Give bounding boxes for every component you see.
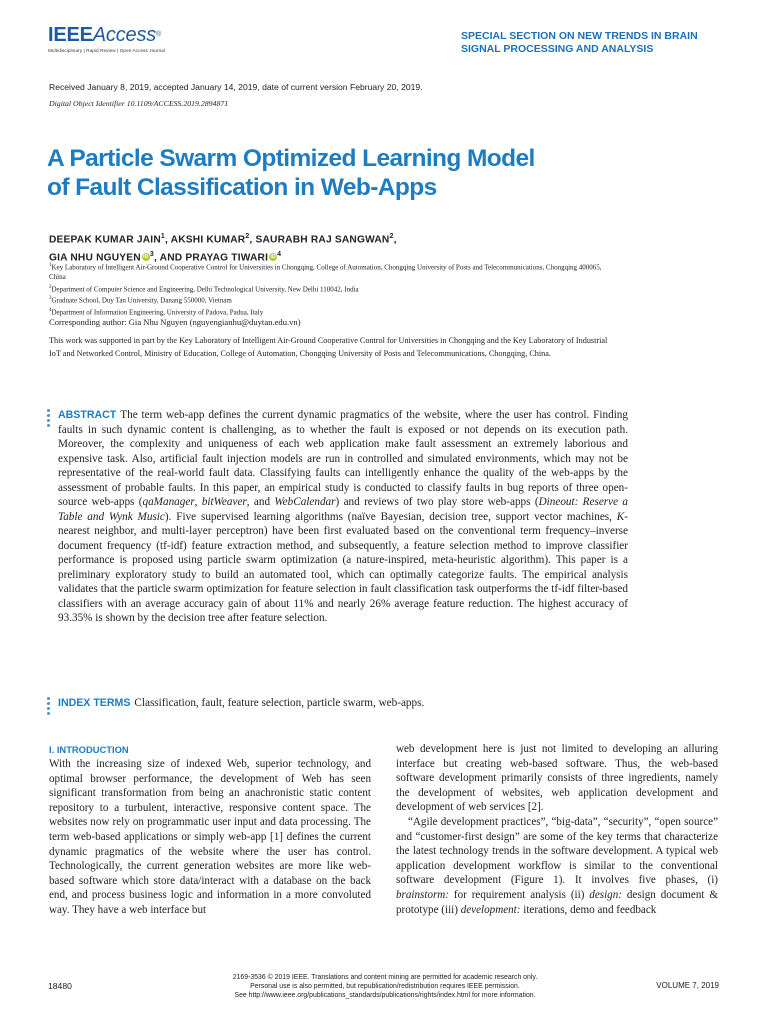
body-text: design document & prototype (iii) — [396, 888, 718, 916]
logo-tagline: Multidisciplinary | Rapid Review | Open Access Journal — [48, 48, 166, 53]
abstract-text: The term web-app defines the current dynamic pragmatics of the website, where the user has control. Finding faults in such dynamic content is challenging, as to whether the fault is exposed or not depends on its execution path. Moreover, the complexity and uniqueness of each web application make fault assessment an extremely laborious and expensive task. Also, artificial fault injection models are run in controlled and simulated environments, which may not be representative of the real-world fault data. Classifying faults can intelligently enhance the quality of the web-apps by the assessment of probable faults. In this paper, an empirical study is conducted to classify faults in bug reports of three open-source web-apps ( — [58, 409, 628, 508]
author-name: GIA NHU NGUYEN — [49, 252, 141, 264]
abstract — [58, 408, 628, 626]
body-paragraph — [396, 815, 718, 917]
doi: Digital Object Identifier 10.1109/ACCESS.2019.2894871 — [49, 99, 229, 108]
body-column-right — [396, 742, 718, 917]
author-affiliation-mark: 2 — [245, 233, 250, 240]
affiliation-item — [49, 261, 609, 283]
paper-title — [47, 144, 667, 202]
orcid-icon[interactable]: iD — [270, 253, 276, 260]
author-name: AKSHI KUMAR — [170, 234, 246, 246]
abstract-italic: Dineout: Reserve a Table and Wynk Music — [58, 496, 629, 523]
section-heading: I. INTRODUCTION — [49, 744, 129, 755]
author-separator: , — [249, 234, 256, 246]
author-name: SAURABH RAJ SANGWAN — [255, 234, 390, 246]
author-affiliation-mark: 3 — [149, 251, 154, 259]
author-affiliation-mark: 2 — [389, 233, 394, 240]
abstract-text: , and — [246, 496, 275, 508]
author-separator: , — [164, 234, 171, 246]
abstract-text: ) and reviews of two play store web-apps ( — [335, 496, 539, 508]
author-affiliation-mark: 1 — [160, 233, 165, 240]
page-number: 18480 — [48, 981, 72, 991]
abstract-heading: ABSTRACT — [58, 409, 117, 421]
title-line-2: of Fault Classification in Web-Apps — [47, 174, 437, 201]
received-dates: Received January 8, 2019, accepted January 14, 2019, date of current version February 20, 2019. — [49, 82, 423, 92]
index-terms — [58, 697, 628, 709]
abstract-italic: bitWeaver — [201, 496, 247, 508]
affiliation-text: Graduate School, Duy Tan University, Danang 550000, Vietnam — [51, 296, 232, 305]
abstract-text: -nearest neighbor, and multi-layer perceptron) have been first evaluated based on the conventional term frequency–inverse document frequency (tf-idf) feature extraction method, and subsequently, a feature selection method to improve classifier performance is proposed using particle swarm optimization (a nature-inspired, meta-heuristic algorithm). This paper is a preliminary exploratory study to build an automated tool, which can optimally categorize faults. The empirical analysis validates that the particle swarm optimization for feature selection in fault classification task outperforms the tf-idf filter-based classifiers with an average accuracy gain of about 11% and nearly 26% average feature reduction. The highest accuracy of 93.35% is shown by the decision tree after feature selection. — [58, 510, 628, 624]
affiliation-number: 2 — [49, 284, 52, 290]
author-name: DEEPAK KUMAR JAIN — [49, 234, 161, 246]
affiliation-item — [49, 283, 609, 295]
copyright-line: Personal use is also permitted, but republication/redistribution requires IEEE permission. — [250, 983, 520, 991]
copyright-line: 2169-3536 © 2019 IEEE. Translations and content mining are permitted for academic research only. — [232, 974, 538, 981]
body-italic: design: — [589, 888, 622, 901]
journal-logo: IEEEAccess® Multidisciplinary | Rapid Review | Open Access Journal — [48, 24, 166, 53]
abstract-italic: WebCalendar — [274, 496, 336, 508]
abstract-text: ). Five supervised learning algorithms (naïve Bayesian, decision tree, support vector machines, — [164, 510, 617, 523]
affiliation-item — [49, 294, 609, 306]
body-text: iterations, demo and feedback — [520, 903, 657, 916]
affiliation-text: Key Laboratory of Intelligent Air-Ground Cooperative Control for Universities in Chongqing, College of Automation, Chongqing University of Posts and Telecommunications, Chongqing 400065, China — [49, 263, 602, 281]
author-separator: , — [393, 234, 397, 246]
author-separator: , AND — [153, 252, 186, 264]
affiliation-number: 3 — [49, 296, 52, 302]
body-italic: brainstorm: — [396, 888, 450, 901]
abstract-italic: qaManager — [142, 496, 195, 508]
corresponding-author: Corresponding author: Gia Nhu Nguyen (nguyengianhu@duytan.edu.vn) — [49, 317, 301, 327]
logo-ieee: IEEE — [48, 24, 93, 46]
rights-link[interactable]: See http://www.ieee.org/publications_standards/publications/rights/index.html for more information. — [234, 992, 536, 1000]
abstract-italic: K — [616, 510, 625, 523]
special-section-heading: SPECIAL SECTION ON NEW TRENDS IN BRAIN SIGNAL PROCESSING AND ANALYSIS — [461, 30, 698, 55]
orcid-icon[interactable]: iD — [143, 253, 149, 260]
author-name: PRAYAG TIWARI — [185, 252, 269, 264]
affiliation-text: Department of Information Engineering, University of Padova, Padua, Italy — [51, 308, 264, 317]
affiliation-number: 4 — [49, 308, 52, 314]
author-affiliation-mark: 4 — [277, 251, 282, 259]
index-terms-text: Classification, fault, feature selection, particle swarm, web-apps. — [134, 697, 425, 709]
body-paragraph: web development here is just not limited to developing an alluring interface but creating web-based software. Thus, the web-based software development primarily consists of three ingredients, namely the development of websites, web application development and development of web services [2]. — [396, 743, 718, 814]
body-column-left: With the increasing size of indexed Web, superior technology, and optimal browser performance, the development of Web has seen significant transformation from being an anachronistic static content repository to a turbulent, interactive, responsive content space. The websites now rely on programmatic user input and data processing. The term web-based applications or simply web-app [1] defines the current dynamic pragmatics of the website where the user has control. Technologically, the current generation websites are more like web-based software which store data/interact with a database on the back end, and process business logic and information in a more convoluted way. They have a web interface but — [49, 758, 371, 916]
copyright-notice — [180, 973, 590, 1001]
funding-statement: This work was supported in part by the Key Laboratory of Intelligent Air-Ground Cooperative Control for Universities in Chongqing and the Key Laboratory of Industrial IoT and Networked Control, Ministry of Education, College of Automation, Chongqing University of Posts and Telecommunications, Chongqing, China. — [49, 336, 608, 358]
affiliations — [49, 261, 609, 318]
abstract-dots-icon — [47, 409, 51, 429]
body-text: “Agile development practices”, “big-data”, “security”, “open source” and “customer-first design” are some of the key terms that characterize the latest technology trends in the software development. A typical web application development workflow is similar to the conventional software development (Figure 1). It involves five phases, (i) — [396, 815, 718, 887]
index-terms-dots-icon — [47, 697, 51, 717]
logo-access: Access — [92, 24, 157, 46]
volume-label: VOLUME 7, 2019 — [656, 981, 719, 990]
body-text: for requirement analysis (ii) — [449, 888, 590, 901]
abstract-text: , — [194, 496, 202, 508]
affiliation-text: Department of Computer Science and Engineering, Delhi Technological University, New Delhi 110042, India — [51, 284, 359, 293]
title-line-1: A Particle Swarm Optimized Learning Model — [47, 145, 535, 172]
index-terms-heading: INDEX TERMS — [58, 697, 131, 709]
affiliation-number: 1 — [49, 263, 52, 268]
body-italic: development: — [460, 903, 521, 916]
